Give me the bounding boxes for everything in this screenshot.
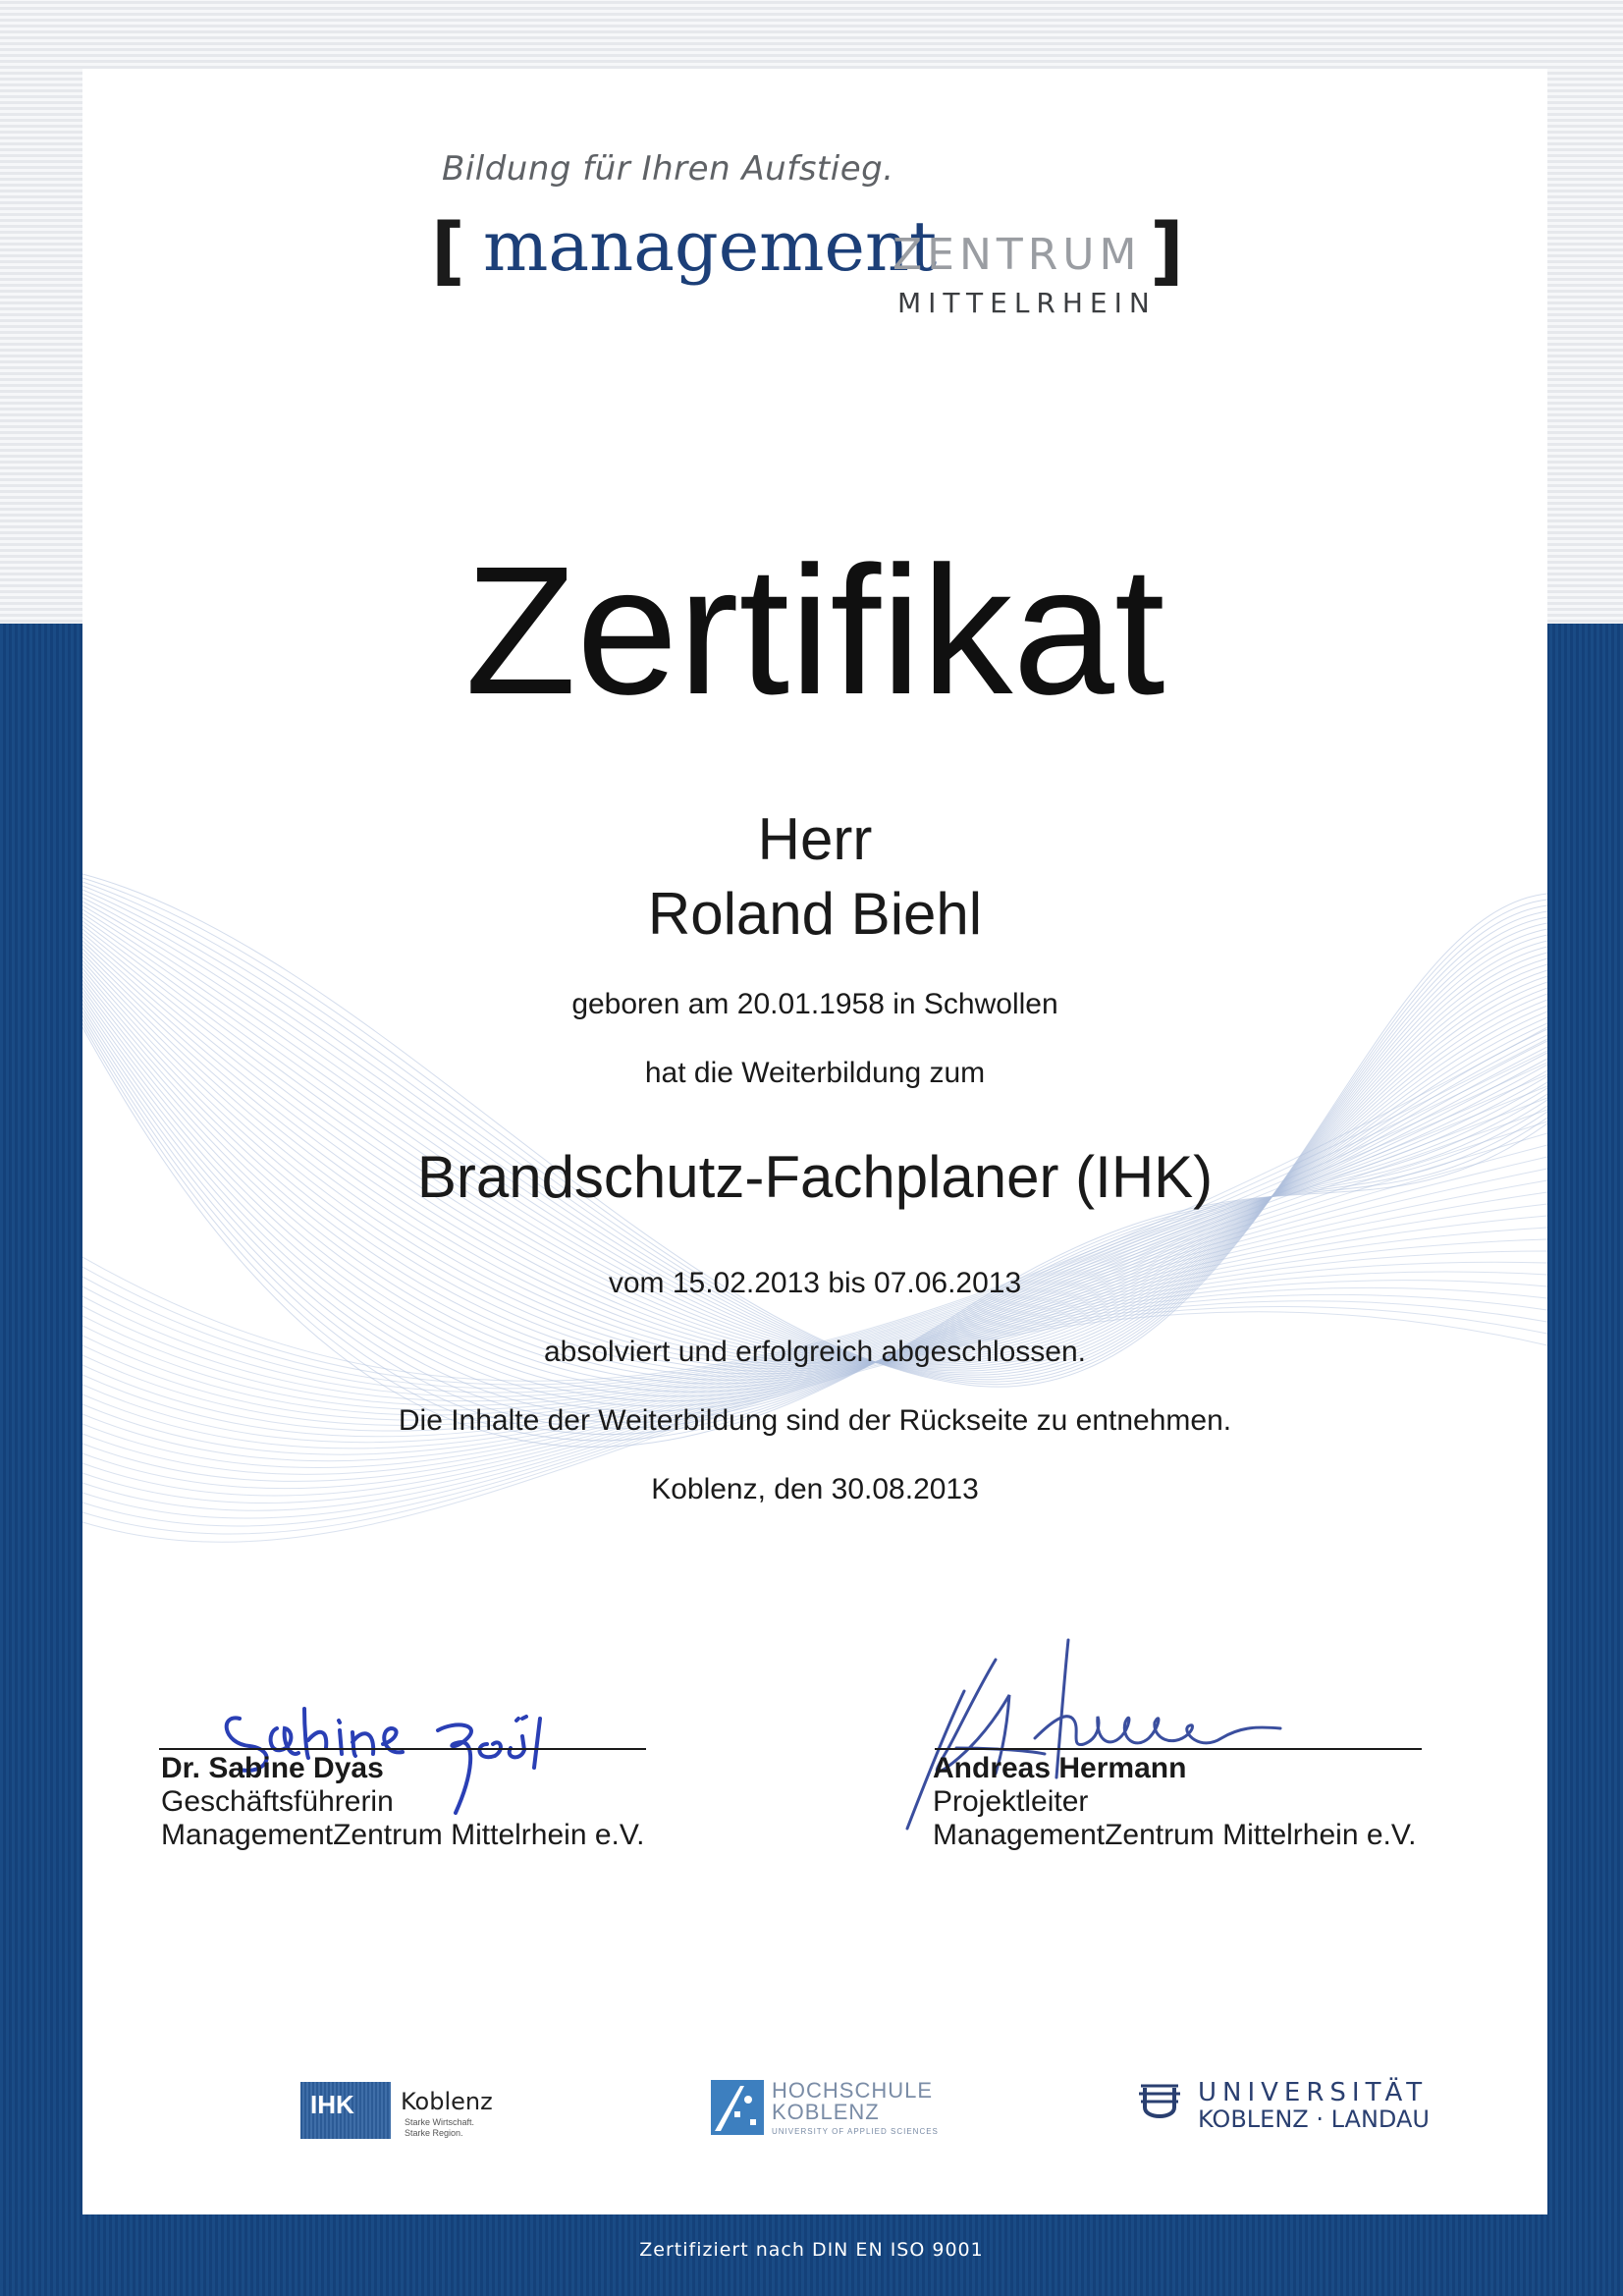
hochschule-logo-icon [711, 2080, 764, 2135]
ihk-logo-slogan [405, 2117, 474, 2139]
ihk-logo-label: IHK [310, 2090, 354, 2119]
universitaet-logo-icon [1135, 2078, 1184, 2123]
intro-line: hat die Weiterbildung zum [644, 1057, 986, 1089]
recipient-name: Roland Biehl [647, 881, 983, 947]
contents-note: Die Inhalte der Weiterbildung sind der Rückseite zu entnehmen. [398, 1404, 1232, 1437]
brand-bracket-left: [ [431, 206, 465, 294]
certificate-paper [82, 69, 1547, 2214]
wave-line [82, 1180, 1547, 1443]
iso-certification-footer: Zertifiziert nach DIN EN ISO 9001 [639, 2239, 984, 2261]
ihk-slogan-line1: Starke Wirtschaft. [405, 2117, 475, 2127]
course-title: Brandschutz-Fachplaner (IHK) [416, 1144, 1214, 1210]
recipient-salutation: Herr [757, 806, 873, 872]
completion-line: absolviert und erfolgreich abgeschlossen. [544, 1336, 1086, 1368]
place-date: Koblenz, den 30.08.2013 [651, 1473, 979, 1505]
certificate-title: Zertifikat [464, 529, 1165, 733]
brand-bracket-right: ] [1150, 206, 1184, 294]
signer-role-right: Projektleiter [933, 1785, 1089, 1818]
course-period: vom 15.02.2013 bis 07.06.2013 [608, 1267, 1022, 1299]
universitaet-logo-line2: KOBLENZ · LANDAU [1198, 2105, 1430, 2133]
ihk-logo-city: Koblenz [401, 2088, 493, 2115]
signature-line-left [159, 1748, 646, 1750]
wave-line [82, 890, 1547, 1377]
brand-zentrum-wordmark: ZENTRUM [893, 230, 1142, 280]
hochschule-logo-line1: HOCHSCHULE [772, 2078, 934, 2103]
signature-line-right [935, 1748, 1422, 1750]
birth-line: geboren am 20.01.1958 in Schwollen [571, 988, 1058, 1020]
signer-name-left: Dr. Sabine Dyas [161, 1752, 384, 1784]
hochschule-logo-line2: KOBLENZ [772, 2100, 880, 2124]
ihk-slogan-line2: Starke Region. [405, 2128, 463, 2138]
signer-org-right: ManagementZentrum Mittelrhein e.V. [933, 1819, 1417, 1851]
signer-org-left: ManagementZentrum Mittelrhein e.V. [161, 1819, 645, 1851]
universitaet-logo-line1: UNIVERSITÄT [1198, 2078, 1429, 2107]
brand-region-wordmark: MITTELRHEIN [897, 287, 1157, 319]
tagline: Bildung für Ihren Aufstieg. [442, 149, 894, 189]
hochschule-logo-line3: UNIVERSITY OF APPLIED SCIENCES [772, 2127, 939, 2136]
brand-management-wordmark: management [483, 206, 938, 287]
signer-role-left: Geschäftsführerin [161, 1785, 394, 1818]
signer-name-right: Andreas Hermann [933, 1752, 1187, 1784]
